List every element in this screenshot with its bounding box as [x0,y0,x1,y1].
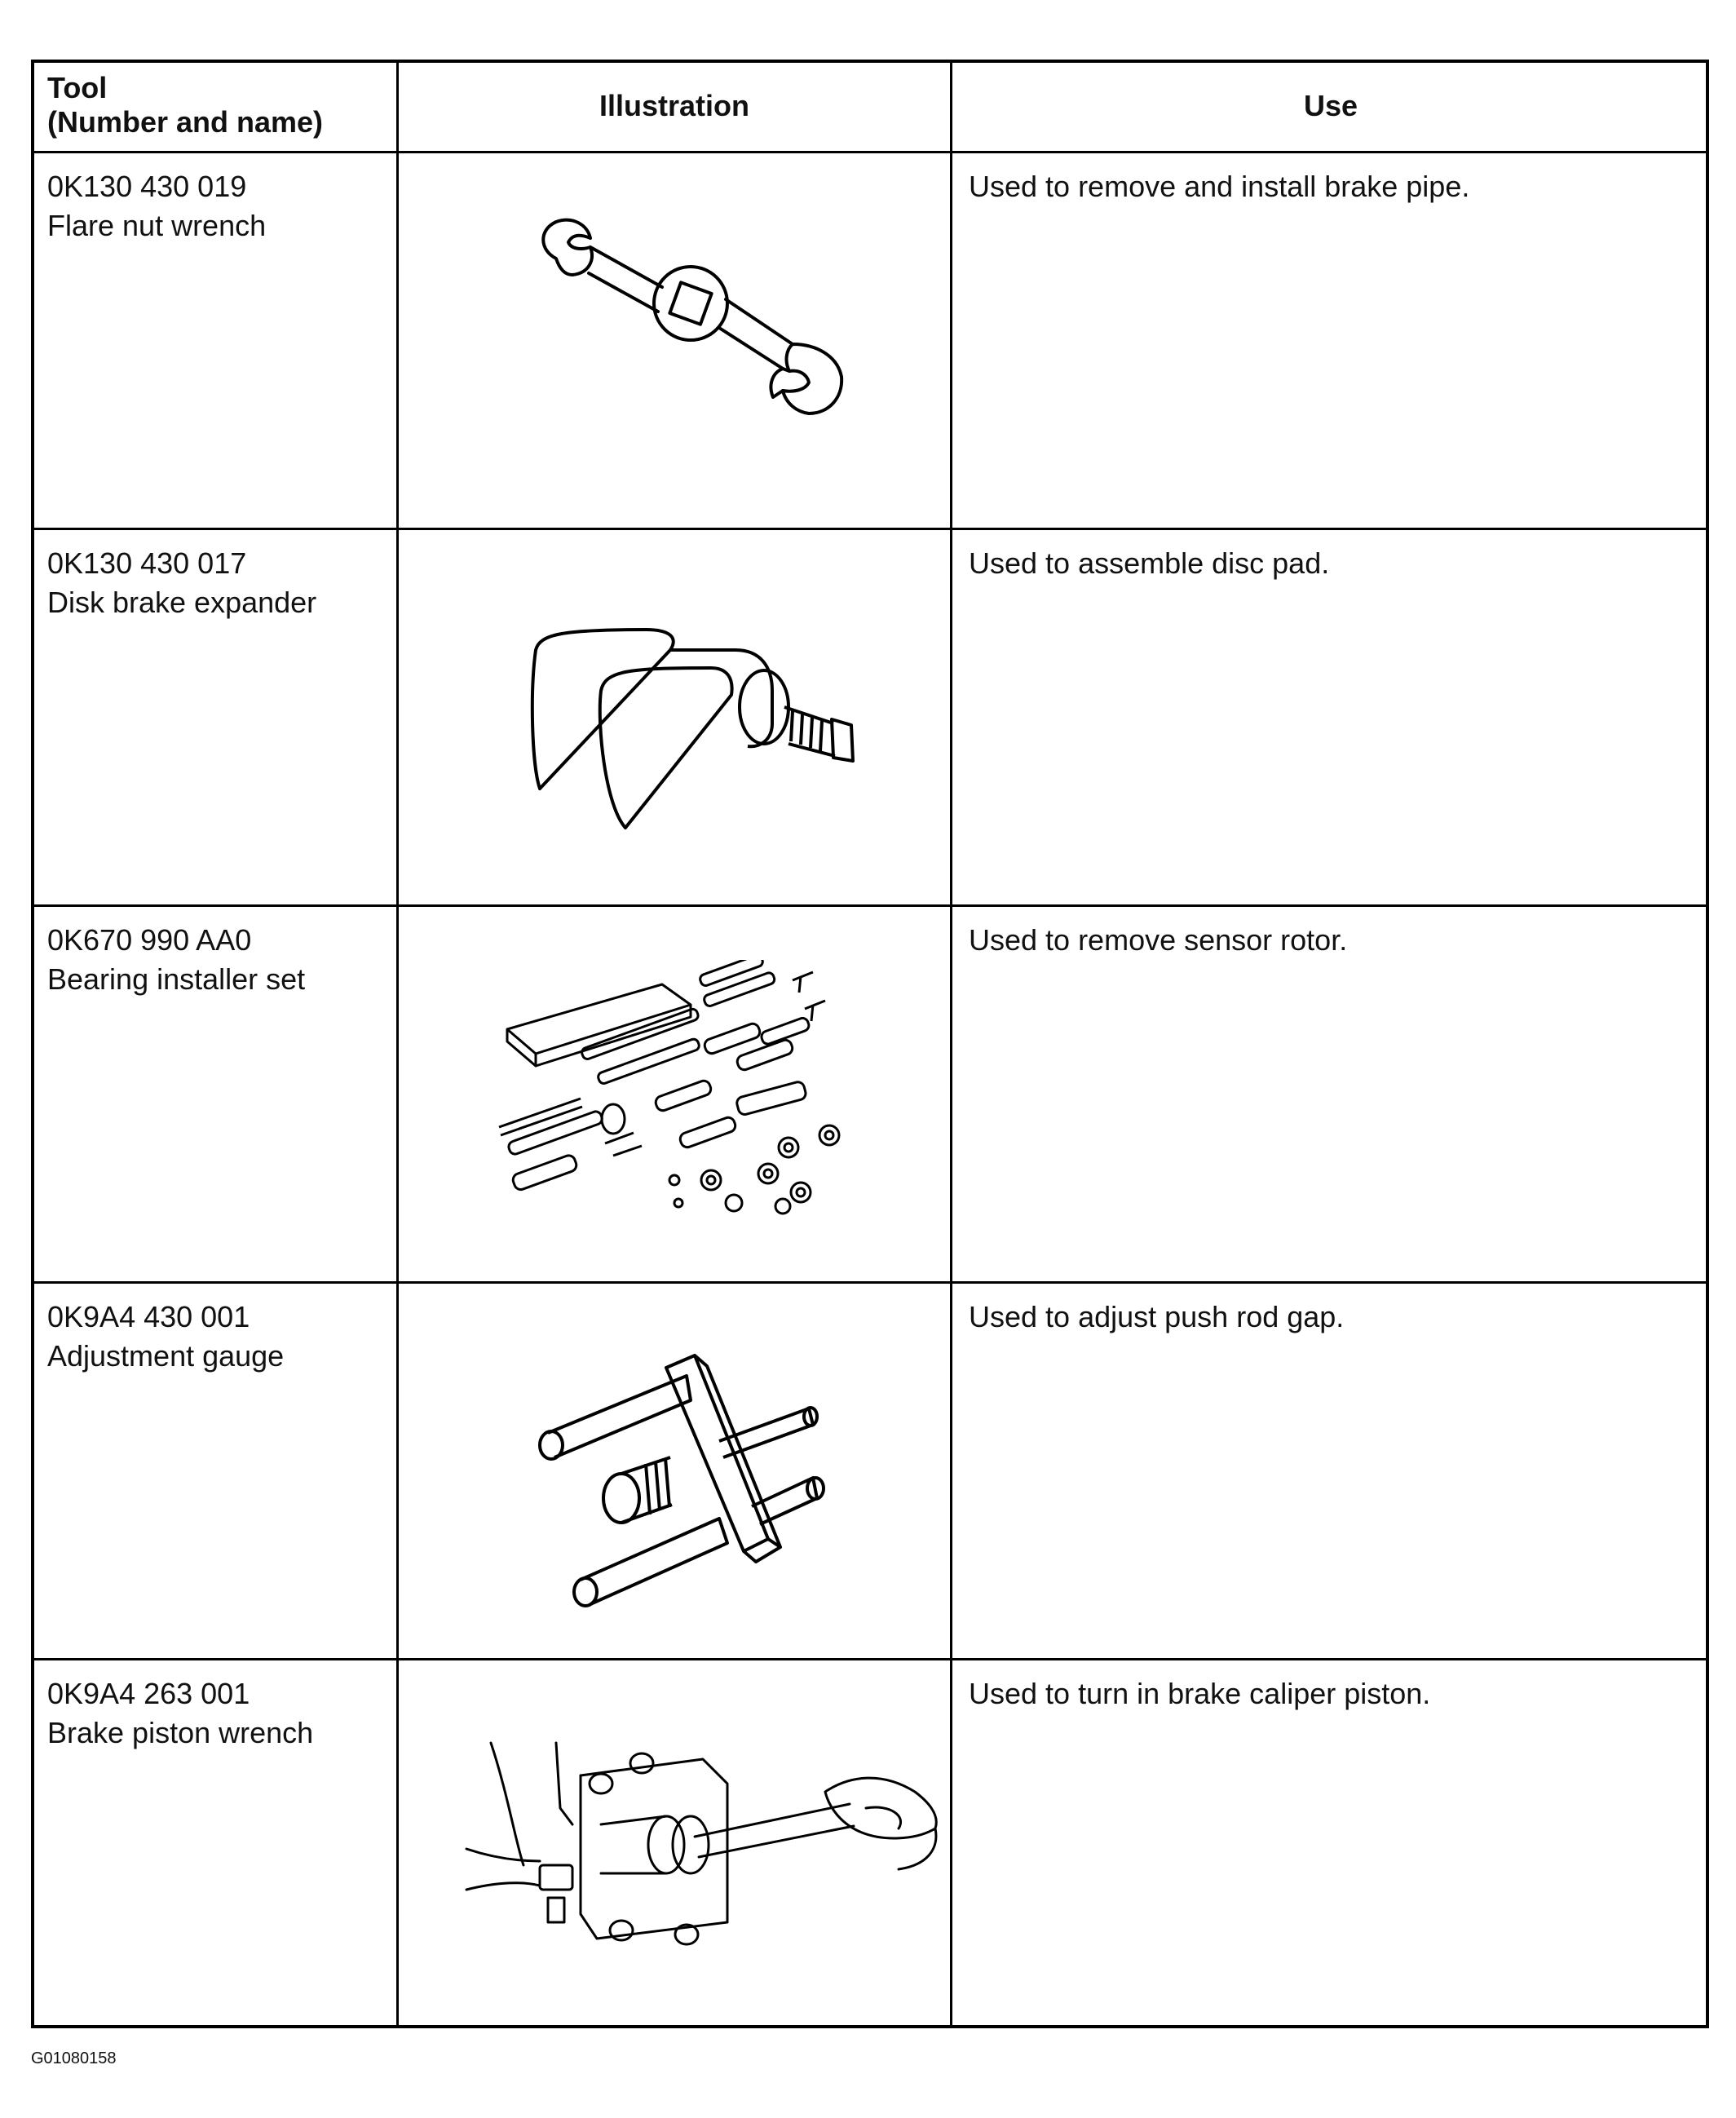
row-divider [34,151,1706,153]
tool-cell [47,1298,284,1376]
tool-number: 0K130 430 019 [47,170,247,203]
tool-number: 0K130 430 017 [47,546,247,580]
brake-piston-wrench-icon [458,1727,948,2004]
column-divider [950,63,952,2025]
tool-cell [47,544,316,622]
disk-brake-expander-icon [515,601,858,846]
row-divider [34,904,1706,907]
tool-number: 0K9A4 430 001 [47,1300,250,1333]
row-divider [34,1658,1706,1660]
column-divider [396,63,399,2025]
adjustment-gauge-icon [532,1343,858,1621]
tool-cell [47,1674,313,1753]
tool-name: Flare nut wrench [47,209,267,242]
use-cell: Used to adjust push rod gap. [969,1300,1345,1333]
row-divider [34,528,1706,530]
tool-name: Brake piston wrench [47,1716,314,1749]
header-tool-sublabel: (Number and name) [47,105,324,139]
use-cell: Used to assemble disc pad. [969,546,1330,580]
use-cell: Used to remove and install brake pipe. [969,170,1470,203]
tool-cell [47,167,266,245]
tool-number: 0K9A4 263 001 [47,1677,250,1710]
tool-name: Adjustment gauge [47,1339,285,1373]
use-cell: Used to remove sensor rotor. [969,923,1348,957]
tool-name: Disk brake expander [47,586,317,619]
use-cell: Used to turn in brake caliper piston. [969,1677,1431,1710]
header-illustration: Illustration [599,89,749,122]
tool-name: Bearing installer set [47,962,306,996]
header-tool [47,71,323,139]
header-use: Use [1303,89,1358,122]
tool-cell [47,921,305,999]
tool-number: 0K670 990 AA0 [47,923,252,957]
row-divider [34,1281,1706,1284]
figure-id: G01080158 [31,2049,117,2067]
flare-nut-wrench-icon [523,210,866,454]
header-tool-label: Tool [47,71,108,104]
special-tools-table [31,60,1709,2028]
bearing-installer-set-icon [491,960,915,1237]
